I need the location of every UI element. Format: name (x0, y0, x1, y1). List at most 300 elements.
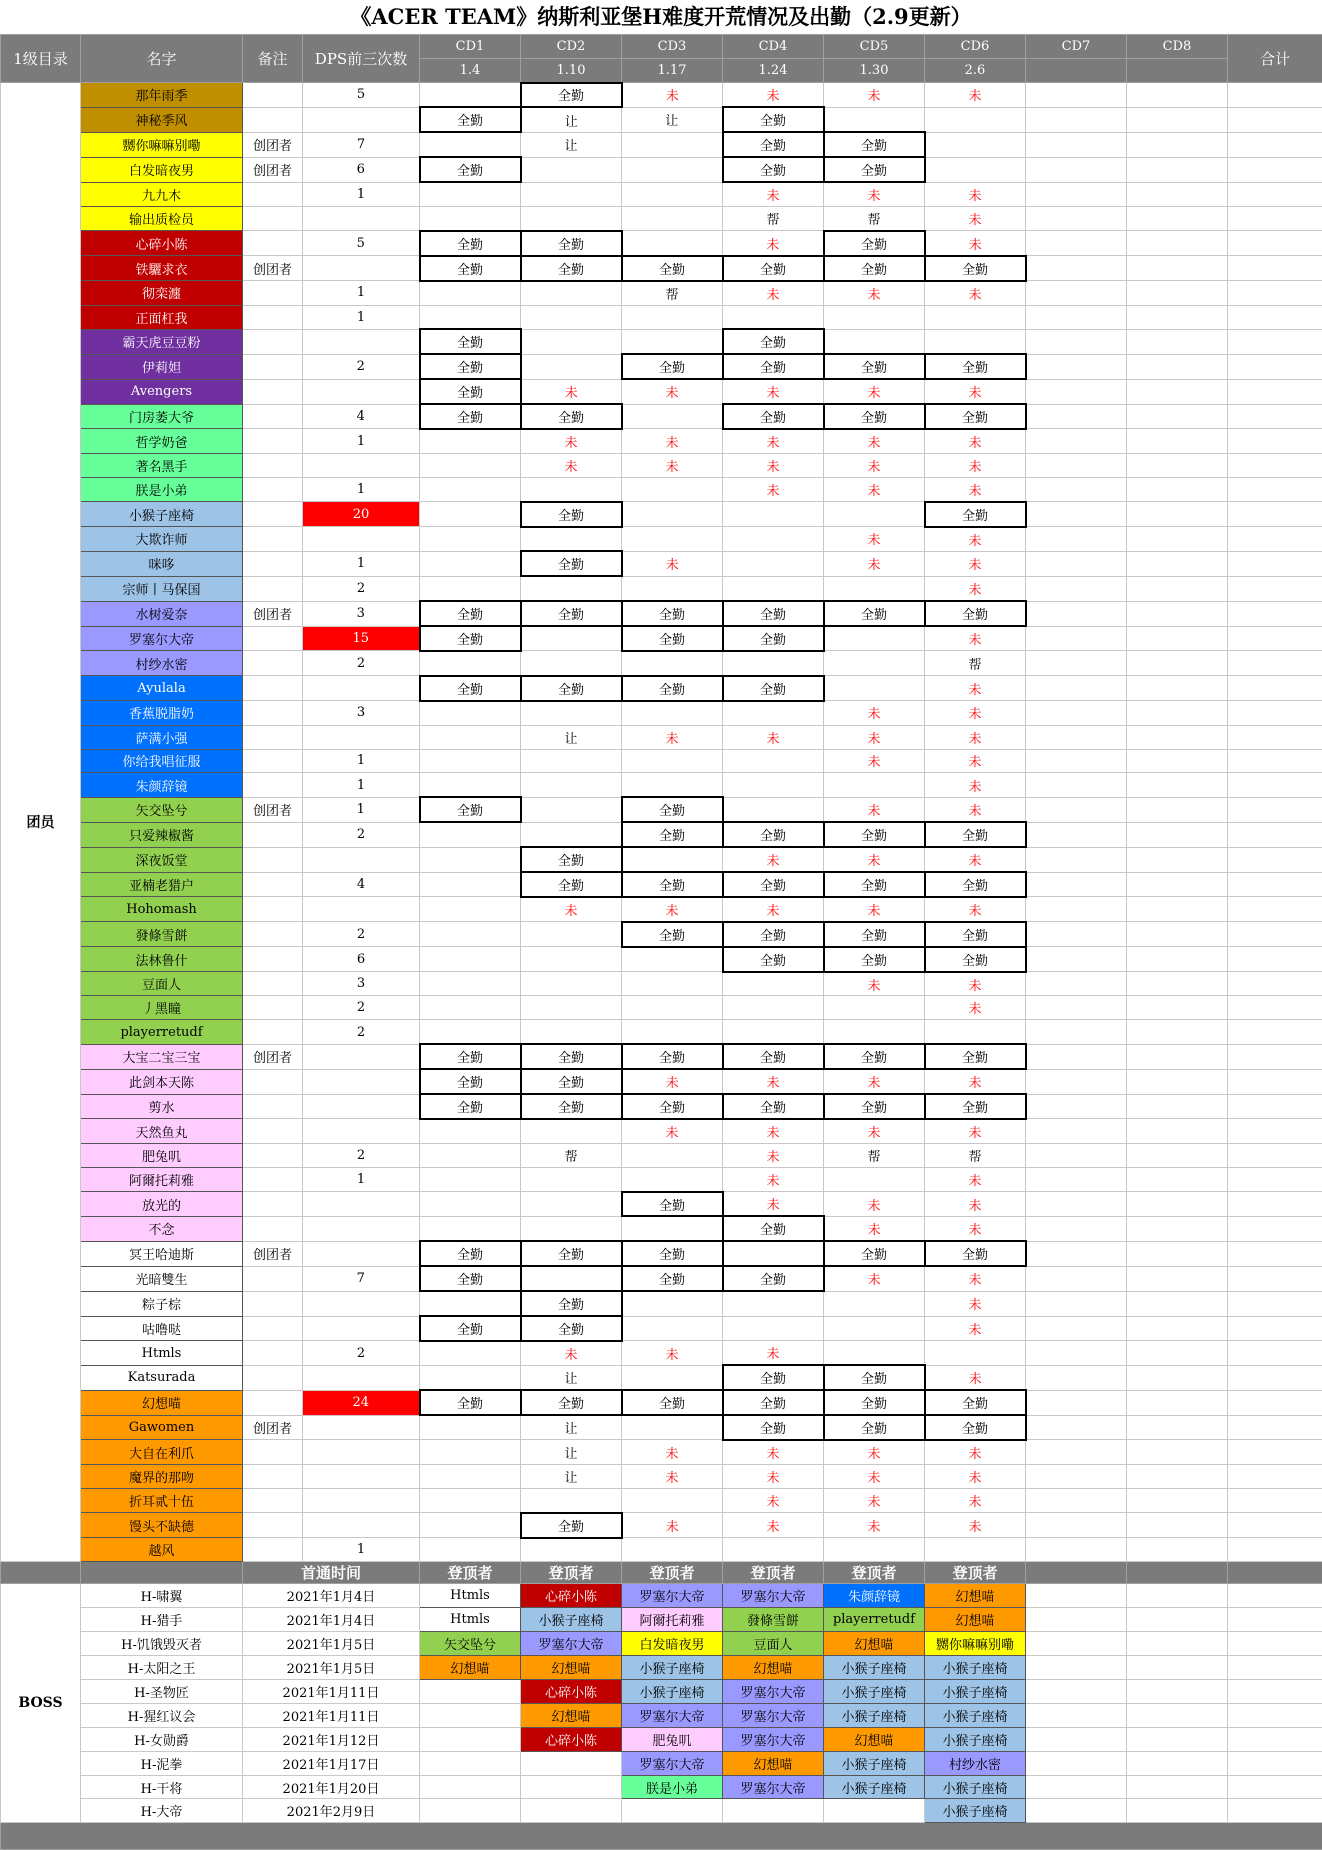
attendance-cell[interactable] (420, 453, 521, 477)
attendance-cell[interactable] (521, 182, 622, 206)
attendance-cell[interactable] (521, 354, 622, 379)
attendance-cell[interactable] (521, 305, 622, 329)
member-dps-count[interactable] (303, 107, 420, 132)
boss-top-dps[interactable]: 罗塞尔大帝 (723, 1775, 824, 1799)
attendance-cell[interactable] (824, 651, 925, 676)
attendance-cell[interactable] (925, 1020, 1026, 1044)
attendance-cell[interactable]: 全勤 (521, 551, 622, 576)
member-note[interactable]: 创团者 (243, 1241, 303, 1266)
attendance-cell[interactable]: 未 (824, 182, 925, 206)
attendance-cell[interactable]: 全勤 (622, 822, 723, 847)
boss-top-dps[interactable]: Htmls (420, 1608, 521, 1632)
attendance-cell[interactable] (925, 132, 1026, 157)
total-cell[interactable] (1228, 1341, 1322, 1365)
attendance-cell[interactable] (1026, 157, 1127, 182)
attendance-cell[interactable] (622, 1538, 723, 1562)
attendance-cell[interactable]: 未 (925, 429, 1026, 453)
member-note[interactable] (243, 972, 303, 996)
total-cell[interactable] (1228, 379, 1322, 404)
attendance-cell[interactable] (723, 773, 824, 797)
attendance-cell[interactable] (1026, 1143, 1127, 1167)
attendance-cell[interactable] (521, 1216, 622, 1241)
attendance-cell[interactable] (1026, 1365, 1127, 1390)
attendance-cell[interactable]: 全勤 (521, 1241, 622, 1266)
attendance-cell[interactable] (521, 281, 622, 305)
attendance-cell[interactable]: 全勤 (420, 256, 521, 281)
member-dps-count[interactable]: 2 (303, 922, 420, 947)
member-note[interactable] (243, 354, 303, 379)
member-dps-count[interactable]: 1 (303, 1167, 420, 1191)
attendance-cell[interactable]: 未 (925, 897, 1026, 922)
member-name[interactable]: 只爱辣椒酱 (81, 822, 243, 847)
attendance-cell[interactable] (420, 1440, 521, 1464)
total-cell[interactable] (1228, 305, 1322, 329)
attendance-cell[interactable] (1026, 1464, 1127, 1488)
attendance-cell[interactable] (1026, 1538, 1127, 1562)
attendance-cell[interactable] (925, 1341, 1026, 1365)
attendance-cell[interactable] (521, 576, 622, 601)
header-name[interactable]: 名字 (81, 35, 243, 83)
boss-top-dps[interactable]: 豆面人 (723, 1632, 824, 1656)
boss-top-dps[interactable]: 小猴子座椅 (925, 1656, 1026, 1680)
total-cell[interactable] (1228, 1316, 1322, 1341)
attendance-cell[interactable]: 全勤 (521, 256, 622, 281)
attendance-cell[interactable]: 全勤 (824, 132, 925, 157)
boss-top-dps[interactable]: 村纱水密 (925, 1751, 1026, 1775)
empty-cell[interactable] (1127, 1584, 1228, 1608)
attendance-cell[interactable]: 帮 (824, 206, 925, 230)
boss-top-dps[interactable]: 罗塞尔大帝 (622, 1703, 723, 1727)
attendance-cell[interactable] (1026, 897, 1127, 922)
member-note[interactable] (243, 305, 303, 329)
attendance-cell[interactable]: 帮 (925, 651, 1026, 676)
attendance-cell[interactable]: 全勤 (925, 1094, 1026, 1119)
member-dps-count[interactable] (303, 379, 420, 404)
attendance-cell[interactable]: 全勤 (925, 1044, 1026, 1069)
attendance-cell[interactable] (1127, 626, 1228, 651)
attendance-cell[interactable] (521, 922, 622, 947)
member-note[interactable] (243, 1513, 303, 1538)
attendance-cell[interactable] (622, 773, 723, 797)
total-cell[interactable] (1228, 1538, 1322, 1562)
attendance-cell[interactable]: 全勤 (723, 872, 824, 897)
total-cell[interactable] (1228, 1241, 1322, 1266)
attendance-cell[interactable] (925, 157, 1026, 182)
attendance-cell[interactable] (1127, 1365, 1228, 1390)
member-name[interactable]: 著名黑手 (81, 453, 243, 477)
member-dps-count[interactable] (303, 1291, 420, 1316)
total-cell[interactable] (1228, 1266, 1322, 1291)
attendance-cell[interactable]: 未 (824, 1069, 925, 1094)
member-name[interactable]: 哲学奶爸 (81, 429, 243, 453)
member-dps-count[interactable]: 24 (303, 1390, 420, 1415)
total-cell[interactable] (1228, 502, 1322, 527)
attendance-cell[interactable]: 未 (824, 725, 925, 749)
attendance-cell[interactable]: 未 (925, 749, 1026, 773)
attendance-cell[interactable] (1127, 1513, 1228, 1538)
attendance-cell[interactable] (420, 651, 521, 676)
boss-first-kill-date[interactable]: 2021年2月9日 (243, 1799, 420, 1823)
attendance-cell[interactable] (1026, 1266, 1127, 1291)
boss-top-dps[interactable]: 幻想喵 (723, 1656, 824, 1680)
attendance-cell[interactable] (420, 1415, 521, 1440)
attendance-cell[interactable]: 全勤 (723, 107, 824, 132)
attendance-cell[interactable] (1127, 527, 1228, 552)
boss-top-dps[interactable]: 幻想喵 (925, 1608, 1026, 1632)
attendance-cell[interactable]: 全勤 (521, 1069, 622, 1094)
attendance-cell[interactable]: 帮 (925, 1143, 1026, 1167)
header-cd6[interactable]: CD6 (925, 35, 1026, 59)
attendance-cell[interactable] (622, 1291, 723, 1316)
attendance-cell[interactable]: 全勤 (723, 256, 824, 281)
attendance-cell[interactable] (521, 1167, 622, 1191)
attendance-cell[interactable] (1127, 107, 1228, 132)
attendance-cell[interactable]: 全勤 (824, 922, 925, 947)
total-cell[interactable] (1228, 477, 1322, 501)
member-dps-count[interactable]: 15 (303, 626, 420, 651)
header-cd3-date[interactable]: 1.17 (622, 59, 723, 83)
member-name[interactable]: 幻想喵 (81, 1390, 243, 1415)
attendance-cell[interactable]: 未 (723, 429, 824, 453)
member-dps-count[interactable] (303, 725, 420, 749)
attendance-cell[interactable]: 全勤 (723, 676, 824, 701)
attendance-cell[interactable] (622, 1020, 723, 1044)
attendance-cell[interactable] (521, 651, 622, 676)
attendance-cell[interactable]: 全勤 (824, 1390, 925, 1415)
group-label-members[interactable]: 团员 (1, 83, 81, 1562)
attendance-cell[interactable] (1127, 847, 1228, 872)
attendance-cell[interactable]: 未 (622, 1440, 723, 1464)
attendance-cell[interactable] (1026, 1341, 1127, 1365)
attendance-cell[interactable] (925, 329, 1026, 354)
attendance-cell[interactable] (1026, 453, 1127, 477)
attendance-cell[interactable]: 未 (925, 1291, 1026, 1316)
attendance-cell[interactable]: 全勤 (723, 601, 824, 626)
empty-cell[interactable] (1026, 1751, 1127, 1775)
attendance-cell[interactable] (1127, 701, 1228, 725)
attendance-cell[interactable] (723, 797, 824, 822)
member-dps-count[interactable]: 7 (303, 1266, 420, 1291)
attendance-cell[interactable]: 全勤 (521, 502, 622, 527)
group-label-boss[interactable]: BOSS (1, 1584, 81, 1823)
attendance-cell[interactable]: 未 (521, 429, 622, 453)
member-note[interactable]: 创团者 (243, 132, 303, 157)
attendance-cell[interactable] (1127, 576, 1228, 601)
member-name[interactable]: 宗师丨马保国 (81, 576, 243, 601)
member-note[interactable] (243, 872, 303, 897)
attendance-cell[interactable]: 全勤 (824, 256, 925, 281)
member-dps-count[interactable]: 2 (303, 1143, 420, 1167)
member-note[interactable] (243, 1464, 303, 1488)
member-dps-count[interactable]: 1 (303, 797, 420, 822)
boss-top-dps[interactable]: 小猴子座椅 (824, 1703, 925, 1727)
total-cell[interactable] (1228, 1365, 1322, 1390)
attendance-cell[interactable] (1127, 256, 1228, 281)
attendance-cell[interactable]: 全勤 (723, 1390, 824, 1415)
member-note[interactable] (243, 404, 303, 429)
boss-top-dps[interactable]: 小猴子座椅 (925, 1775, 1026, 1799)
attendance-cell[interactable] (1127, 1341, 1228, 1365)
total-cell[interactable] (1228, 107, 1322, 132)
attendance-cell[interactable]: 全勤 (622, 676, 723, 701)
member-dps-count[interactable] (303, 1415, 420, 1440)
member-name[interactable]: 冥王哈迪斯 (81, 1241, 243, 1266)
boss-top-dps[interactable]: 罗塞尔大帝 (521, 1632, 622, 1656)
total-cell[interactable] (1228, 1415, 1322, 1440)
attendance-cell[interactable] (1026, 1119, 1127, 1143)
header-cd2-date[interactable]: 1.10 (521, 59, 622, 83)
member-note[interactable] (243, 576, 303, 601)
boss-top-dps[interactable]: 罗塞尔大帝 (622, 1751, 723, 1775)
attendance-cell[interactable] (1026, 206, 1127, 230)
attendance-cell[interactable] (1127, 1488, 1228, 1512)
member-name[interactable]: 你给我唱征服 (81, 749, 243, 773)
member-note[interactable] (243, 749, 303, 773)
attendance-cell[interactable] (420, 749, 521, 773)
member-dps-count[interactable]: 2 (303, 1341, 420, 1365)
attendance-cell[interactable]: 未 (723, 477, 824, 501)
total-cell[interactable] (1228, 996, 1322, 1020)
member-note[interactable] (243, 822, 303, 847)
boss-top-dps[interactable]: 肥兔叽 (622, 1727, 723, 1751)
attendance-cell[interactable]: 未 (925, 1266, 1026, 1291)
attendance-cell[interactable] (723, 1241, 824, 1266)
attendance-cell[interactable] (521, 1119, 622, 1143)
member-name[interactable]: 正面杠我 (81, 305, 243, 329)
attendance-cell[interactable] (420, 847, 521, 872)
attendance-cell[interactable]: 全勤 (824, 822, 925, 847)
attendance-cell[interactable]: 未 (925, 527, 1026, 552)
attendance-cell[interactable] (723, 1316, 824, 1341)
attendance-cell[interactable]: 未 (824, 972, 925, 996)
boss-top-dps[interactable]: 小猴子座椅 (622, 1680, 723, 1704)
attendance-cell[interactable] (723, 576, 824, 601)
attendance-cell[interactable]: 未 (925, 773, 1026, 797)
empty-cell[interactable] (1026, 1584, 1127, 1608)
attendance-cell[interactable] (1127, 231, 1228, 256)
attendance-cell[interactable]: 全勤 (622, 872, 723, 897)
member-name[interactable]: 九九木 (81, 182, 243, 206)
attendance-cell[interactable]: 未 (824, 847, 925, 872)
total-cell[interactable] (1228, 797, 1322, 822)
header-top-dps[interactable]: 登顶者 (824, 1562, 925, 1584)
attendance-cell[interactable] (824, 502, 925, 527)
member-note[interactable] (243, 1488, 303, 1512)
header-cd6-date[interactable]: 2.6 (925, 59, 1026, 83)
member-note[interactable] (243, 1167, 303, 1191)
total-cell[interactable] (1228, 701, 1322, 725)
member-note[interactable] (243, 1020, 303, 1044)
attendance-cell[interactable] (1127, 922, 1228, 947)
attendance-cell[interactable] (622, 157, 723, 182)
empty-cell[interactable] (1127, 1608, 1228, 1632)
attendance-cell[interactable]: 全勤 (723, 329, 824, 354)
boss-top-dps[interactable]: 發條雪餅 (723, 1608, 824, 1632)
boss-top-dps[interactable] (420, 1775, 521, 1799)
boss-name[interactable]: H-啸翼 (81, 1584, 243, 1608)
attendance-cell[interactable] (723, 1538, 824, 1562)
member-name[interactable]: 咕噜哒 (81, 1316, 243, 1341)
header-top-dps[interactable]: 登顶者 (420, 1562, 521, 1584)
attendance-cell[interactable] (1127, 1464, 1228, 1488)
attendance-cell[interactable]: 未 (925, 1167, 1026, 1191)
member-name[interactable]: 神秘季风 (81, 107, 243, 132)
attendance-cell[interactable]: 未 (824, 701, 925, 725)
member-dps-count[interactable] (303, 453, 420, 477)
attendance-cell[interactable]: 全勤 (521, 231, 622, 256)
member-name[interactable]: 嬲你嘛嘛别嘞 (81, 132, 243, 157)
attendance-cell[interactable] (1127, 1291, 1228, 1316)
attendance-cell[interactable]: 全勤 (824, 1415, 925, 1440)
attendance-cell[interactable] (1026, 847, 1127, 872)
attendance-cell[interactable]: 全勤 (824, 601, 925, 626)
attendance-cell[interactable] (1127, 551, 1228, 576)
member-dps-count[interactable] (303, 256, 420, 281)
attendance-cell[interactable] (521, 1020, 622, 1044)
attendance-cell[interactable] (1026, 1044, 1127, 1069)
attendance-cell[interactable] (1026, 231, 1127, 256)
empty-cell[interactable] (1228, 1727, 1322, 1751)
attendance-cell[interactable]: 全勤 (824, 354, 925, 379)
attendance-cell[interactable]: 未 (622, 83, 723, 108)
attendance-cell[interactable]: 未 (723, 725, 824, 749)
boss-first-kill-date[interactable]: 2021年1月12日 (243, 1727, 420, 1751)
member-dps-count[interactable]: 4 (303, 872, 420, 897)
attendance-cell[interactable] (1127, 749, 1228, 773)
member-name[interactable]: 魔界的那吻 (81, 1464, 243, 1488)
attendance-cell[interactable]: 全勤 (420, 157, 521, 182)
attendance-cell[interactable]: 未 (521, 897, 622, 922)
attendance-cell[interactable] (1026, 429, 1127, 453)
total-cell[interactable] (1228, 429, 1322, 453)
header-cd5[interactable]: CD5 (824, 35, 925, 59)
member-dps-count[interactable]: 5 (303, 83, 420, 108)
attendance-cell[interactable]: 未 (723, 1119, 824, 1143)
attendance-cell[interactable] (1026, 749, 1127, 773)
attendance-cell[interactable] (1127, 429, 1228, 453)
boss-top-dps[interactable]: 幻想喵 (925, 1584, 1026, 1608)
attendance-cell[interactable] (521, 797, 622, 822)
attendance-cell[interactable]: 让 (521, 1440, 622, 1464)
attendance-cell[interactable] (420, 527, 521, 552)
total-cell[interactable] (1228, 847, 1322, 872)
boss-name[interactable]: H-饥饿毁灭者 (81, 1632, 243, 1656)
attendance-cell[interactable] (723, 749, 824, 773)
empty-cell[interactable] (1228, 1608, 1322, 1632)
member-note[interactable] (243, 329, 303, 354)
attendance-cell[interactable] (1026, 1415, 1127, 1440)
member-note[interactable] (243, 1440, 303, 1464)
member-dps-count[interactable] (303, 1316, 420, 1341)
member-name[interactable]: 那年雨季 (81, 83, 243, 108)
total-cell[interactable] (1228, 453, 1322, 477)
member-note[interactable] (243, 897, 303, 922)
boss-top-dps[interactable]: 心碎小陈 (521, 1584, 622, 1608)
member-note[interactable] (243, 1291, 303, 1316)
attendance-cell[interactable] (1127, 1266, 1228, 1291)
member-name[interactable]: 萨满小强 (81, 725, 243, 749)
attendance-cell[interactable] (1127, 157, 1228, 182)
member-note[interactable] (243, 1390, 303, 1415)
member-note[interactable] (243, 429, 303, 453)
attendance-cell[interactable]: 未 (622, 453, 723, 477)
empty-cell[interactable] (1026, 1608, 1127, 1632)
attendance-cell[interactable] (1127, 182, 1228, 206)
attendance-cell[interactable]: 全勤 (622, 1192, 723, 1217)
member-dps-count[interactable] (303, 897, 420, 922)
attendance-cell[interactable]: 全勤 (824, 1365, 925, 1390)
attendance-cell[interactable]: 全勤 (521, 1390, 622, 1415)
attendance-cell[interactable] (723, 701, 824, 725)
total-cell[interactable] (1228, 1069, 1322, 1094)
attendance-cell[interactable]: 未 (824, 527, 925, 552)
attendance-cell[interactable]: 未 (824, 1266, 925, 1291)
attendance-cell[interactable]: 全勤 (723, 157, 824, 182)
attendance-cell[interactable] (622, 329, 723, 354)
attendance-cell[interactable] (1127, 132, 1228, 157)
attendance-cell[interactable] (622, 132, 723, 157)
attendance-cell[interactable] (521, 822, 622, 847)
member-dps-count[interactable]: 2 (303, 996, 420, 1020)
attendance-cell[interactable] (622, 749, 723, 773)
member-dps-count[interactable] (303, 1119, 420, 1143)
attendance-cell[interactable]: 未 (925, 1365, 1026, 1390)
member-name[interactable]: 朕是小弟 (81, 477, 243, 501)
attendance-cell[interactable] (1127, 1044, 1228, 1069)
member-dps-count[interactable]: 3 (303, 601, 420, 626)
attendance-cell[interactable]: 全勤 (521, 676, 622, 701)
member-name[interactable]: 法林鲁什 (81, 947, 243, 972)
attendance-cell[interactable] (420, 1488, 521, 1512)
member-name[interactable]: 放光的 (81, 1192, 243, 1217)
attendance-cell[interactable] (622, 502, 723, 527)
attendance-cell[interactable] (1026, 1216, 1127, 1241)
boss-top-dps[interactable] (420, 1680, 521, 1704)
attendance-cell[interactable]: 全勤 (521, 1316, 622, 1341)
boss-top-dps[interactable]: 白发暗夜男 (622, 1632, 723, 1656)
attendance-cell[interactable] (521, 972, 622, 996)
attendance-cell[interactable] (824, 1167, 925, 1191)
attendance-cell[interactable] (521, 701, 622, 725)
attendance-cell[interactable] (723, 502, 824, 527)
header-top-dps[interactable]: 登顶者 (925, 1562, 1026, 1584)
attendance-cell[interactable]: 全勤 (824, 872, 925, 897)
member-note[interactable] (243, 83, 303, 108)
attendance-cell[interactable] (420, 725, 521, 749)
attendance-cell[interactable] (521, 1538, 622, 1562)
attendance-cell[interactable]: 全勤 (925, 947, 1026, 972)
total-cell[interactable] (1228, 601, 1322, 626)
empty-cell[interactable] (1026, 1680, 1127, 1704)
attendance-cell[interactable]: 全勤 (420, 797, 521, 822)
attendance-cell[interactable]: 未 (925, 182, 1026, 206)
member-dps-count[interactable] (303, 1192, 420, 1217)
boss-top-dps[interactable]: 小猴子座椅 (521, 1608, 622, 1632)
member-note[interactable] (243, 1216, 303, 1241)
member-name[interactable]: 心碎小陈 (81, 231, 243, 256)
attendance-cell[interactable] (723, 996, 824, 1020)
attendance-cell[interactable] (1127, 773, 1228, 797)
attendance-cell[interactable]: 未 (925, 996, 1026, 1020)
empty-cell[interactable] (1127, 1703, 1228, 1727)
attendance-cell[interactable]: 未 (925, 1464, 1026, 1488)
member-note[interactable] (243, 1143, 303, 1167)
member-note[interactable] (243, 1538, 303, 1562)
member-note[interactable] (243, 626, 303, 651)
member-name[interactable]: 矢交坠兮 (81, 797, 243, 822)
member-note[interactable] (243, 1365, 303, 1390)
header-cd2[interactable]: CD2 (521, 35, 622, 59)
